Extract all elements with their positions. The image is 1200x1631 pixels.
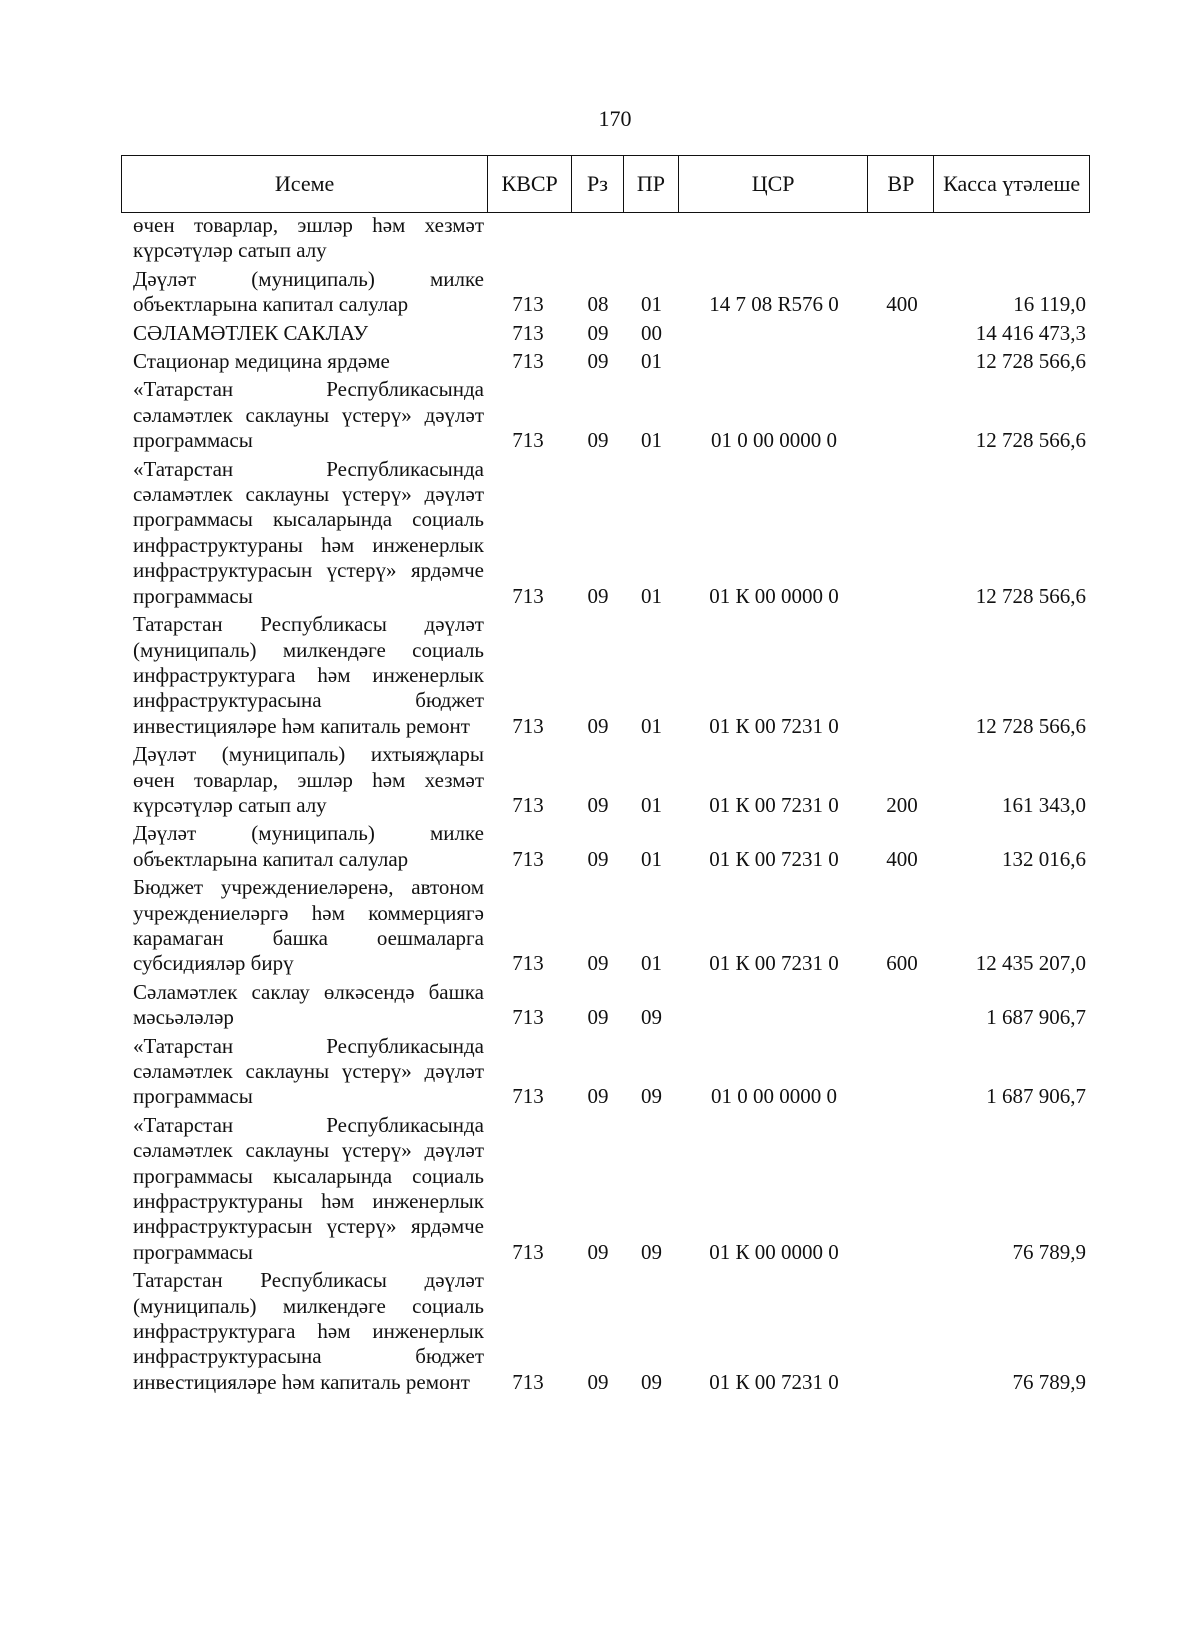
row-kvsr: 713 xyxy=(512,713,544,738)
row-vr: 600 xyxy=(886,951,918,976)
row-pr: 09 xyxy=(641,1239,662,1264)
row-rz: 09 xyxy=(587,713,609,738)
row-kassa: 12 728 566,6 xyxy=(975,583,1086,608)
row-kvsr: 713 xyxy=(512,320,544,345)
table-row xyxy=(121,612,1090,739)
table-row xyxy=(121,457,1090,609)
row-kvsr: 713 xyxy=(512,349,544,374)
row-csr: 01 К 00 7231 0 xyxy=(709,1369,839,1394)
row-kvsr: 713 xyxy=(512,846,544,871)
row-pr: 01 xyxy=(641,846,662,871)
row-kvsr: 713 xyxy=(512,292,544,317)
row-kassa: 12 435 207,0 xyxy=(975,951,1086,976)
row-pr: 01 xyxy=(641,349,662,374)
table-row xyxy=(121,742,1090,818)
row-pr: 01 xyxy=(641,713,662,738)
row-kassa: 161 343,0 xyxy=(1002,792,1086,817)
row-kvsr: 713 xyxy=(512,951,544,976)
row-rz: 09 xyxy=(587,349,609,374)
row-vr: 400 xyxy=(886,846,918,871)
table-row xyxy=(121,213,1090,264)
row-name: Бюджет учреждениеләренә, автоном учреждениеләргә һәм коммерциягә карамаган башка оешмаларга субсидияләр бирү xyxy=(133,875,484,976)
row-rz: 09 xyxy=(587,1084,609,1109)
header-vr: ВР xyxy=(868,156,934,212)
header-kassa: Касса үтәлеше xyxy=(943,171,1081,196)
row-name: «Татарстан Республикасында сәламәтлек саклауны үстерү» дәүләт программасы xyxy=(133,1033,484,1109)
row-name: Дәүләт (муниципаль) милке объектларына капитал салулар xyxy=(133,821,484,871)
row-vr: 400 xyxy=(886,292,918,317)
row-kassa: 1 687 906,7 xyxy=(986,1005,1086,1030)
row-name: Дәүләт (муниципаль) милке объектларына капитал салулар xyxy=(133,266,484,317)
table-row xyxy=(121,821,1090,872)
row-vr: 200 xyxy=(886,792,918,817)
table-row xyxy=(121,875,1090,977)
row-name: Татарстан Республикасы дәүләт (муниципаль) милкендәге социаль инфраструктурага һәм инженерлык инфраструктурасына бюджет инвестицияләре һәм капиталь ремонт xyxy=(133,612,484,738)
row-kassa: 12 728 566,6 xyxy=(975,349,1086,374)
table-row xyxy=(121,377,1090,453)
header-pr: ПР xyxy=(624,156,679,212)
row-rz: 09 xyxy=(587,792,609,817)
row-name: өчен товарлар, эшләр һәм хезмәт күрсәтүләр сатып алу xyxy=(133,213,484,263)
row-kassa: 14 416 473,3 xyxy=(975,320,1086,345)
row-rz: 09 xyxy=(587,846,609,871)
row-csr: 01 К 00 7231 0 xyxy=(709,713,839,738)
row-csr: 01 0 00 0000 0 xyxy=(711,1084,837,1109)
row-name: Стационар медицина ярдәме xyxy=(133,349,390,374)
row-rz: 09 xyxy=(587,951,609,976)
row-kassa: 1 687 906,7 xyxy=(986,1084,1086,1109)
row-csr: 01 К 00 0000 0 xyxy=(709,1239,839,1264)
row-kassa: 76 789,9 xyxy=(1012,1369,1086,1394)
row-kvsr: 713 xyxy=(512,583,544,608)
row-kvsr: 713 xyxy=(512,1084,544,1109)
header-csr: ЦСР xyxy=(679,156,869,212)
row-csr: 01 К 00 7231 0 xyxy=(709,846,839,871)
row-rz: 09 xyxy=(587,1239,609,1264)
table-row xyxy=(121,1268,1090,1395)
row-csr: 14 7 08 R576 0 xyxy=(709,292,839,317)
row-rz: 09 xyxy=(587,1369,609,1394)
page-number: 170 xyxy=(598,106,632,131)
row-kassa: 12 728 566,6 xyxy=(975,713,1086,738)
table-row xyxy=(121,1113,1090,1265)
row-rz: 09 xyxy=(587,428,609,453)
row-name: «Татарстан Республикасында сәламәтлек саклауны үстерү» дәүләт программасы xyxy=(133,377,484,453)
row-name: «Татарстан Республикасында сәламәтлек саклауны үстерү» дәүләт программасы кысаларында социаль инфраструктураны һәм инженерлык инфраструктурасын үстерү» ярдәмче программасы xyxy=(133,456,484,608)
header-name: Исеме xyxy=(122,156,488,212)
row-pr: 09 xyxy=(641,1369,662,1394)
row-name: Сәламәтлек саклау өлкәсендә башка мәсьәләләр xyxy=(133,979,484,1030)
row-rz: 08 xyxy=(587,292,609,317)
row-name: Татарстан Республикасы дәүләт (муниципаль) милкендәге социаль инфраструктурага һәм инженерлык инфраструктурасына бюджет инвестицияләре һәм капиталь ремонт xyxy=(133,1268,484,1394)
row-kvsr: 713 xyxy=(512,1369,544,1394)
row-kvsr: 713 xyxy=(512,1239,544,1264)
row-kassa: 132 016,6 xyxy=(1002,846,1086,871)
row-name: Дәүләт (муниципаль) ихтыяҗлары өчен товарлар, эшләр һәм хезмәт күрсәтүләр сатып алу xyxy=(133,742,484,817)
row-kvsr: 713 xyxy=(512,428,544,453)
table-row xyxy=(121,321,1090,346)
table-header xyxy=(121,155,1090,213)
row-csr: 01 К 00 7231 0 xyxy=(709,951,839,976)
table-row xyxy=(121,1034,1090,1110)
table-row xyxy=(121,980,1090,1031)
table-row xyxy=(121,349,1090,374)
row-name: СӘЛАМӘТЛЕК САКЛАУ xyxy=(133,320,369,345)
row-csr: 01 К 00 7231 0 xyxy=(709,792,839,817)
row-kvsr: 713 xyxy=(512,1005,544,1030)
row-name: «Татарстан Республикасында сәламәтлек саклауны үстерү» дәүләт программасы кысаларында социаль инфраструктураны һәм инженерлык инфраструктурасын үстерү» ярдәмче программасы xyxy=(133,1112,484,1264)
row-kvsr: 713 xyxy=(512,792,544,817)
row-pr: 01 xyxy=(641,792,662,817)
row-csr: 01 0 00 0000 0 xyxy=(711,428,837,453)
row-pr: 09 xyxy=(641,1005,662,1030)
row-kassa: 12 728 566,6 xyxy=(975,428,1086,453)
table-body xyxy=(121,213,1090,1398)
row-kassa: 76 789,9 xyxy=(1012,1239,1086,1264)
row-pr: 09 xyxy=(641,1084,662,1109)
row-kassa: 16 119,0 xyxy=(1013,292,1086,317)
row-csr: 01 К 00 0000 0 xyxy=(709,583,839,608)
row-pr: 01 xyxy=(641,292,662,317)
row-rz: 09 xyxy=(587,1005,609,1030)
row-pr: 01 xyxy=(641,428,662,453)
row-pr: 00 xyxy=(641,320,662,345)
row-rz: 09 xyxy=(587,320,609,345)
header-rz: Рз xyxy=(572,156,624,212)
header-kvsr: КВСР xyxy=(488,156,572,212)
row-rz: 09 xyxy=(587,583,609,608)
row-pr: 01 xyxy=(641,583,662,608)
table-row xyxy=(121,267,1090,318)
row-pr: 01 xyxy=(641,951,662,976)
